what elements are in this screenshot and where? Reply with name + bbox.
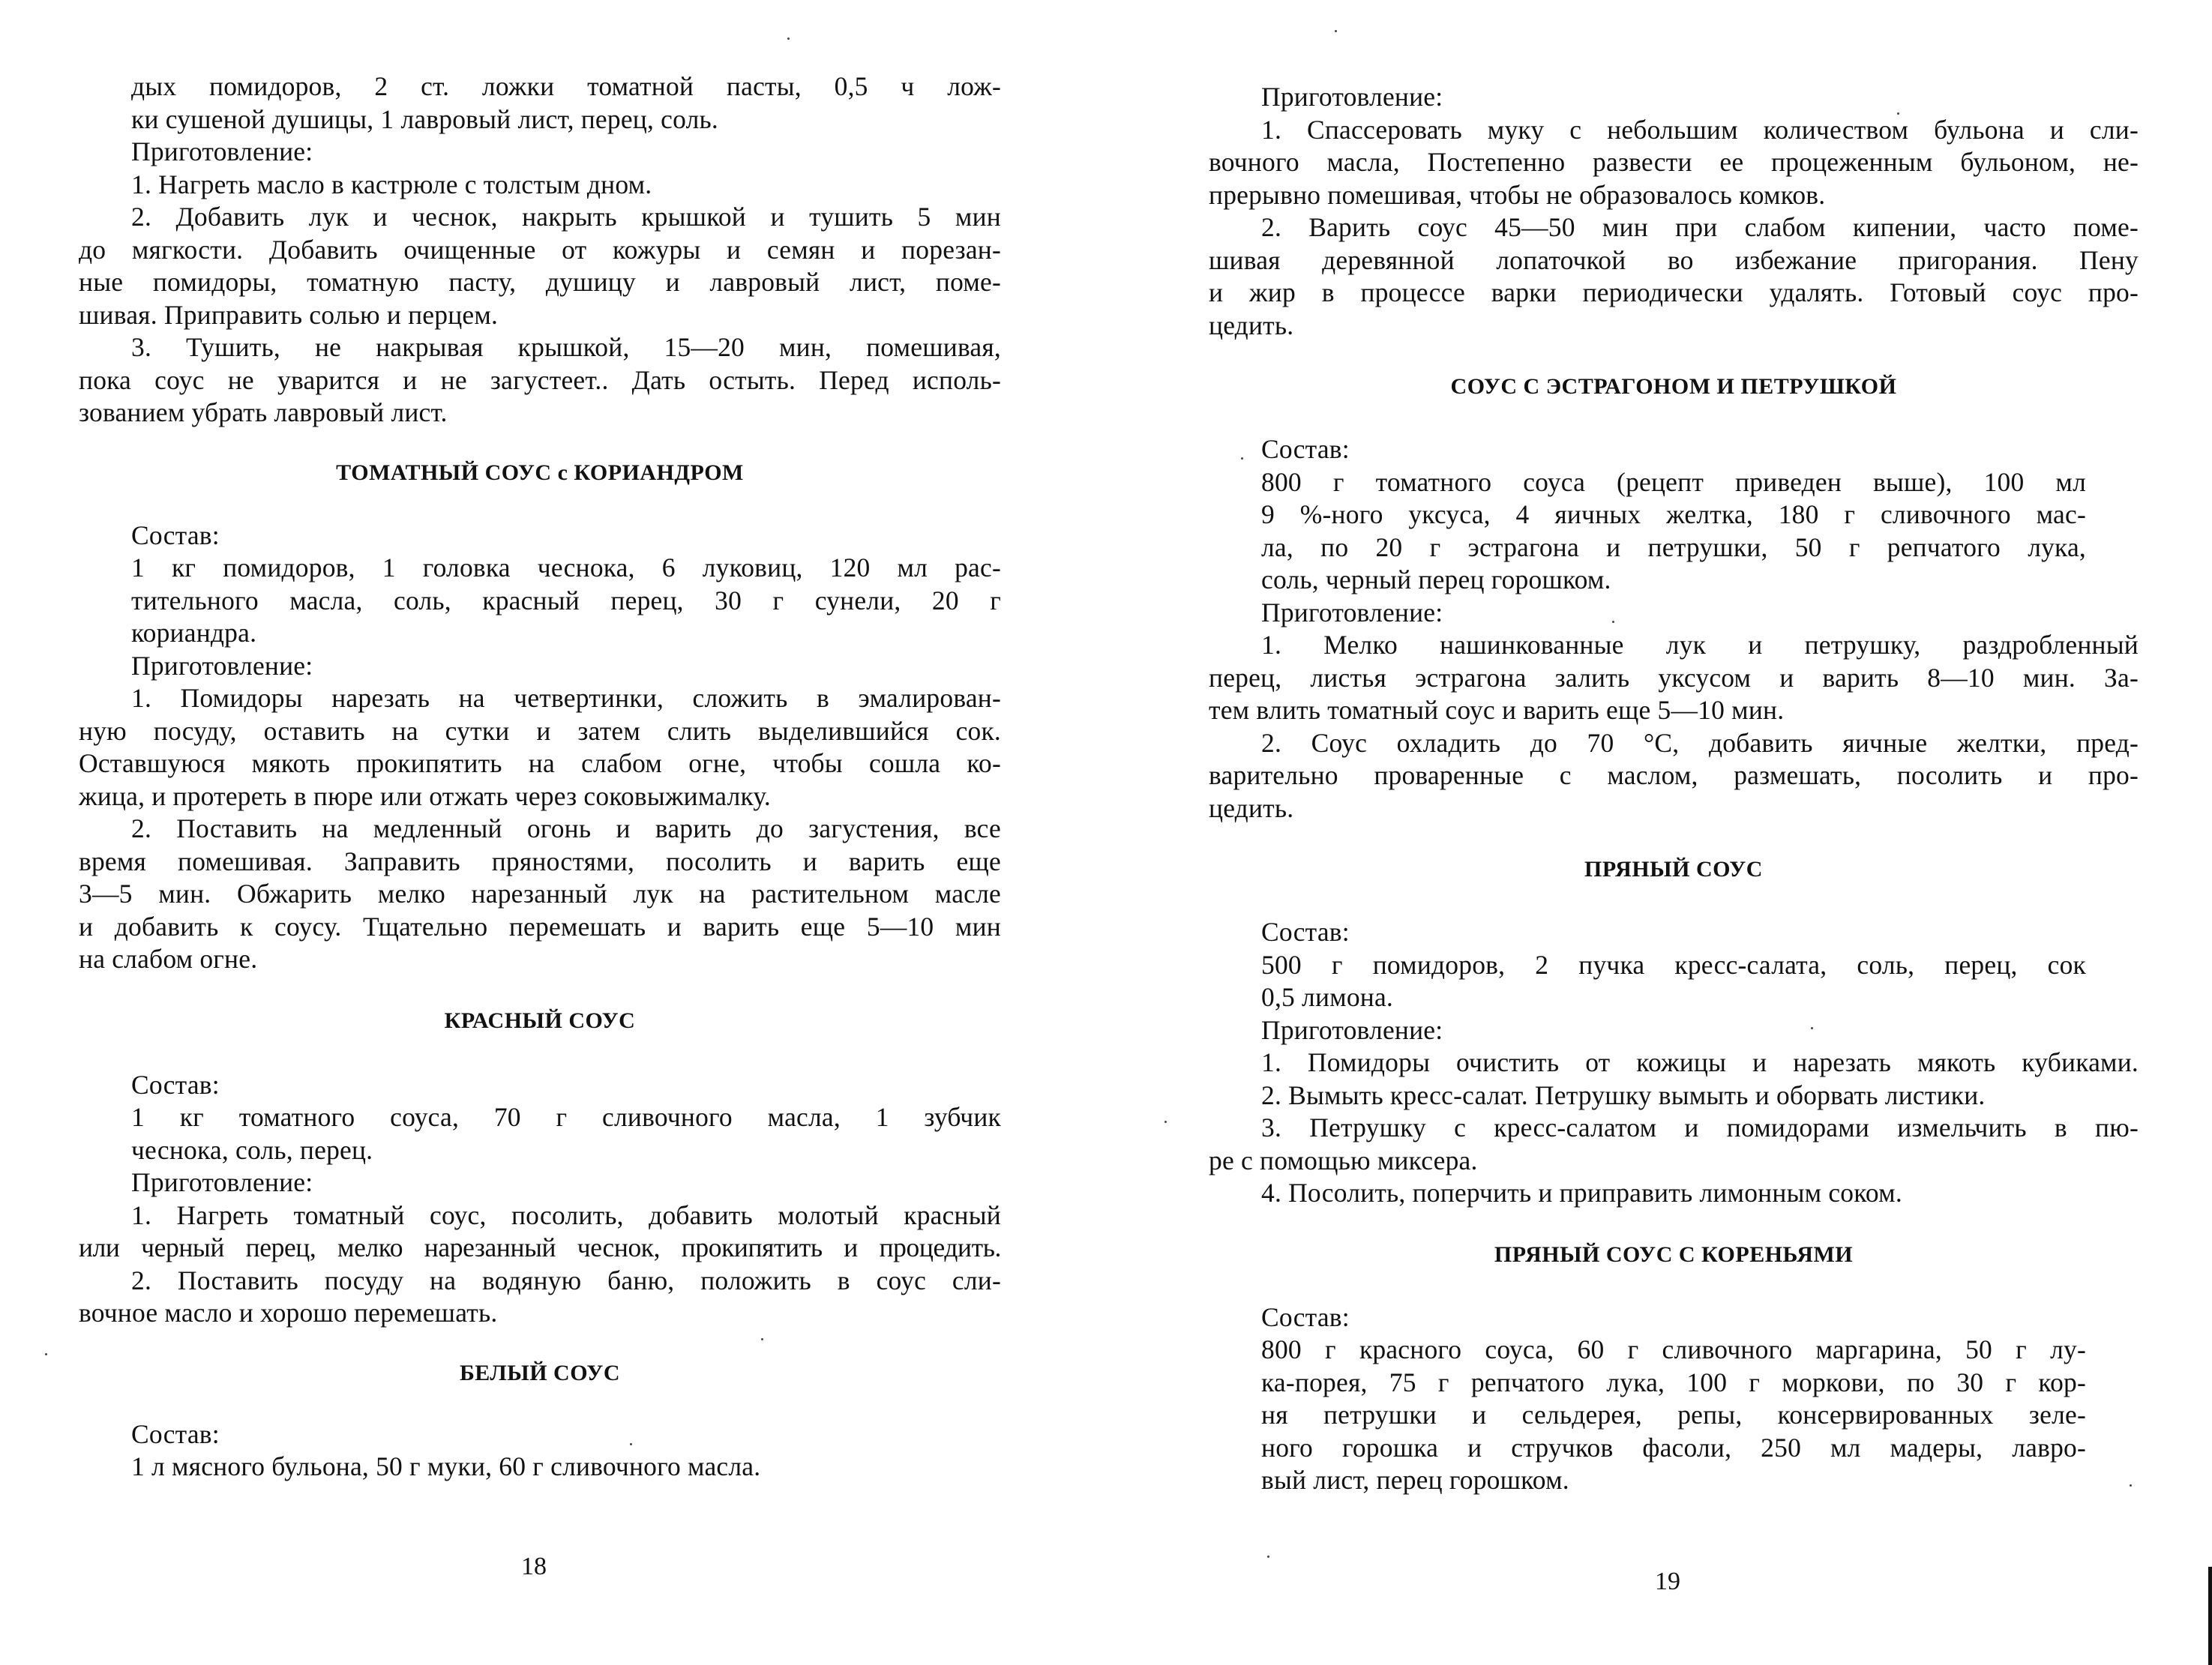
composition-line: 1 кг томатного соуса, 70 г сливочного масла, 1 зубчик bbox=[131, 1102, 1001, 1132]
prep-label: Приготовление: bbox=[1261, 597, 1443, 627]
step-line: 3—5 мин. Обжарить мелко нарезанный лук на растительном масле bbox=[79, 879, 1001, 909]
step-line: 2. Добавить лук и чеснок, накрыть крышкой и тушить 5 мин bbox=[131, 202, 1001, 232]
step-line: жица, и протереть в пюре или отжать через соковыжималку. bbox=[79, 780, 771, 811]
step-line: до мягкости. Добавить очищенные от кожуры и семян и порезан- bbox=[79, 234, 1001, 265]
step-line: Оставшуюся мякоть прокипятить на слабом огне, чтобы сошла ко- bbox=[79, 748, 1001, 778]
step-line: 2. Вымыть кресс-салат. Петрушку вымыть и оборвать листики. bbox=[1261, 1080, 1986, 1110]
scan-edge-mark bbox=[2208, 1567, 2212, 1665]
step-line: пока соус не уварится и не загустеет.. Дать остыть. Перед исполь- bbox=[79, 364, 1001, 395]
recipe-title: ПРЯНЫЙ СОУС bbox=[1584, 857, 1763, 882]
composition-label: Состав: bbox=[131, 520, 220, 550]
composition-line: чеснока, соль, перец. bbox=[131, 1134, 373, 1165]
step-line: ные помидоры, томатную пасту, душицу и лавровый лист, поме- bbox=[79, 267, 1001, 297]
prep-label: Приготовление: bbox=[131, 136, 313, 166]
scan-speck bbox=[761, 1338, 763, 1340]
step-line: перец, листья эстрагона залить уксусом и варить 8—10 мин. За- bbox=[1209, 662, 2139, 693]
step-line: прерывно помешивая, чтобы не образовалось комков. bbox=[1209, 179, 1826, 210]
composition-line: тительного масла, соль, красный перец, 30 г сунели, 20 г bbox=[131, 585, 1001, 615]
composition-line: соль, черный перец горошком. bbox=[1261, 564, 1611, 594]
scan-speck bbox=[2130, 1484, 2132, 1487]
scan-speck bbox=[45, 1353, 47, 1355]
composition-block bbox=[79, 1418, 1001, 1484]
composition-label: Состав: bbox=[1261, 917, 1350, 947]
step-line: 3. Тушить, не накрывая крышкой, 15—20 мин, помешивая, bbox=[131, 332, 1001, 362]
prep-label: Приготовление: bbox=[131, 1167, 313, 1197]
recipe-title: БЕЛЫЙ СОУС bbox=[459, 1360, 621, 1385]
scan-speck bbox=[1267, 1556, 1269, 1558]
step-line: зованием убрать лавровый лист. bbox=[79, 397, 448, 427]
recipe-title: СОУС С ЭСТРАГОНОМ И ПЕТРУШКОЙ bbox=[1450, 374, 1897, 399]
step-line: 1. Спассеровать муку с небольшим количеством бульона и сли- bbox=[1261, 114, 2139, 145]
scan-speck bbox=[1241, 457, 1243, 460]
composition-line: 9 %-ного уксуса, 4 яичных желтка, 180 г сливочного мас- bbox=[1261, 499, 2086, 529]
composition-line: 800 г томатного соуса (рецепт приведен выше), 100 мл bbox=[1261, 466, 2086, 497]
left-page bbox=[79, 70, 1001, 1484]
step-line: цедить. bbox=[1209, 310, 1294, 340]
composition-line: 500 г помидоров, 2 пучка кресс-салата, соль, перец, сок bbox=[1261, 949, 2086, 980]
scan-speck bbox=[1811, 1027, 1813, 1029]
composition-line: ла, по 20 г эстрагона и петрушки, 50 г репчатого лука, bbox=[1261, 532, 2086, 562]
step-line: 2. Поставить на медленный огонь и варить до загустения, все bbox=[131, 813, 1001, 843]
step-line: время помешивая. Заправить пряностями, посолить и варить еще bbox=[79, 846, 1001, 876]
composition-line: вый лист, перец горошком. bbox=[1261, 1465, 1569, 1495]
page-number: 19 bbox=[1655, 1568, 1680, 1595]
step-line: и добавить к соусу. Тщательно перемешать и варить еще 5—10 мин bbox=[79, 911, 1001, 942]
recipe-title: КРАСНЫЙ СОУС bbox=[444, 1008, 636, 1033]
composition-block bbox=[79, 520, 1001, 683]
scan-speck bbox=[1612, 621, 1614, 623]
composition-line: 0,5 лимона. bbox=[1261, 982, 1394, 1012]
composition-block bbox=[1209, 916, 2139, 1047]
intro-ingredients bbox=[79, 70, 1001, 169]
step-line: 4. Посолить, поперчить и приправить лимонным соком. bbox=[1261, 1178, 1902, 1208]
step-line: 1. Помидоры очистить от кожицы и нарезать мякоть кубиками. bbox=[1261, 1047, 2139, 1077]
step-line: 3. Петрушку с кресс-салатом и помидорами измельчить в пю- bbox=[1261, 1112, 2139, 1142]
composition-line: ного горошка и стручков фасоли, 250 мл мадеры, лавро- bbox=[1261, 1432, 2086, 1463]
prep-label: Приготовление: bbox=[1261, 1014, 1443, 1045]
prep-block bbox=[1209, 81, 2139, 114]
step-line: шивая. Приправить солью и перцем. bbox=[79, 299, 499, 330]
scan-speck bbox=[630, 1443, 632, 1445]
step-line: и жир в процессе варки периодически удалять. Готовый соус про- bbox=[1209, 277, 2139, 307]
step-line: варительно проваренные с маслом, размешать, посолить и про- bbox=[1209, 760, 2139, 790]
step-line: 1. Нагреть томатный соус, посолить, добавить молотый красный bbox=[131, 1199, 1001, 1230]
scan-speck bbox=[1335, 30, 1337, 32]
composition-line: 800 г красного соуса, 60 г сливочного маргарина, 50 г лу- bbox=[1261, 1334, 2086, 1364]
step-line: 1. Помидоры нарезать на четвертинки, сложить в эмалирован- bbox=[131, 683, 1001, 713]
recipe-title: ПРЯНЫЙ СОУС С КОРЕНЬЯМИ bbox=[1494, 1241, 1854, 1267]
composition-label: Состав: bbox=[131, 1069, 220, 1100]
step-line: 2. Варить соус 45—50 мин при слабом кипении, часто поме- bbox=[1261, 212, 2139, 242]
step-line: вочное масло и хорошо перемешать. bbox=[79, 1298, 498, 1328]
step-line: тем влить томатный соус и варить еще 5—10 мин. bbox=[1209, 695, 1785, 725]
step-line: 2. Соус охладить до 70 °С, добавить яичные желтки, пред- bbox=[1261, 727, 2139, 758]
step-line: 1. Мелко нашинкованные лук и петрушку, раздробленный bbox=[1261, 630, 2139, 660]
text-line: ки сушеной душицы, 1 лавровый лист, перец, соль. bbox=[131, 103, 718, 134]
scan-speck bbox=[1164, 1121, 1167, 1123]
step-line: или черный перец, мелко нарезанный чеснок, прокипятить и процедить. bbox=[79, 1232, 1001, 1262]
prep-label: Приготовление: bbox=[1261, 82, 1443, 112]
recipe-title: ТОМАТНЫЙ СОУС с КОРИАНДРОМ bbox=[336, 460, 744, 485]
scan-speck bbox=[787, 37, 790, 40]
step-line: ную посуду, оставить на сутки и затем слить выделившийся сок. bbox=[79, 715, 1001, 746]
step-line: 2. Поставить посуду на водяную баню, положить в соус сли- bbox=[131, 1265, 1001, 1295]
step-line: цедить. bbox=[1209, 792, 1294, 823]
scan-speck bbox=[1897, 112, 1899, 115]
composition-line: кориандра. bbox=[131, 618, 257, 648]
composition-label: Состав: bbox=[1261, 1301, 1350, 1332]
step-line: ре с помощью миксера. bbox=[1209, 1145, 1478, 1175]
composition-label: Состав: bbox=[131, 1418, 220, 1449]
composition-line: ня петрушки и сельдерея, репы, консервированных зеле- bbox=[1261, 1400, 2086, 1430]
composition-line: 1 л мясного бульона, 50 г муки, 60 г сливочного масла. bbox=[131, 1451, 761, 1481]
composition-block bbox=[1209, 1301, 2139, 1497]
step-line: вочного масла, Постепенно развести ее процеженным бульоном, не- bbox=[1209, 147, 2139, 177]
prep-label: Приготовление: bbox=[131, 650, 313, 681]
composition-block bbox=[79, 1069, 1001, 1199]
step-line: 1. Нагреть масло в кастрюле с толстым дном. bbox=[131, 169, 652, 199]
composition-line: 1 кг помидоров, 1 головка чеснока, 6 луковиц, 120 мл рас- bbox=[131, 553, 1001, 582]
page-number: 18 bbox=[521, 1553, 547, 1580]
text-line: дых помидоров, 2 ст. ложки томатной пасты, 0,5 ч лож- bbox=[131, 71, 1001, 101]
composition-label: Состав: bbox=[1261, 434, 1350, 464]
right-page bbox=[1209, 81, 2139, 1497]
composition-block bbox=[1209, 433, 2139, 629]
step-line: шивая деревянной лопаточкой во избежание пригорания. Пену bbox=[1209, 244, 2139, 275]
step-line: на слабом огне. bbox=[79, 944, 258, 974]
composition-line: ка-порея, 75 г репчатого лука, 100 г моркови, по 30 г кор- bbox=[1261, 1367, 2086, 1397]
